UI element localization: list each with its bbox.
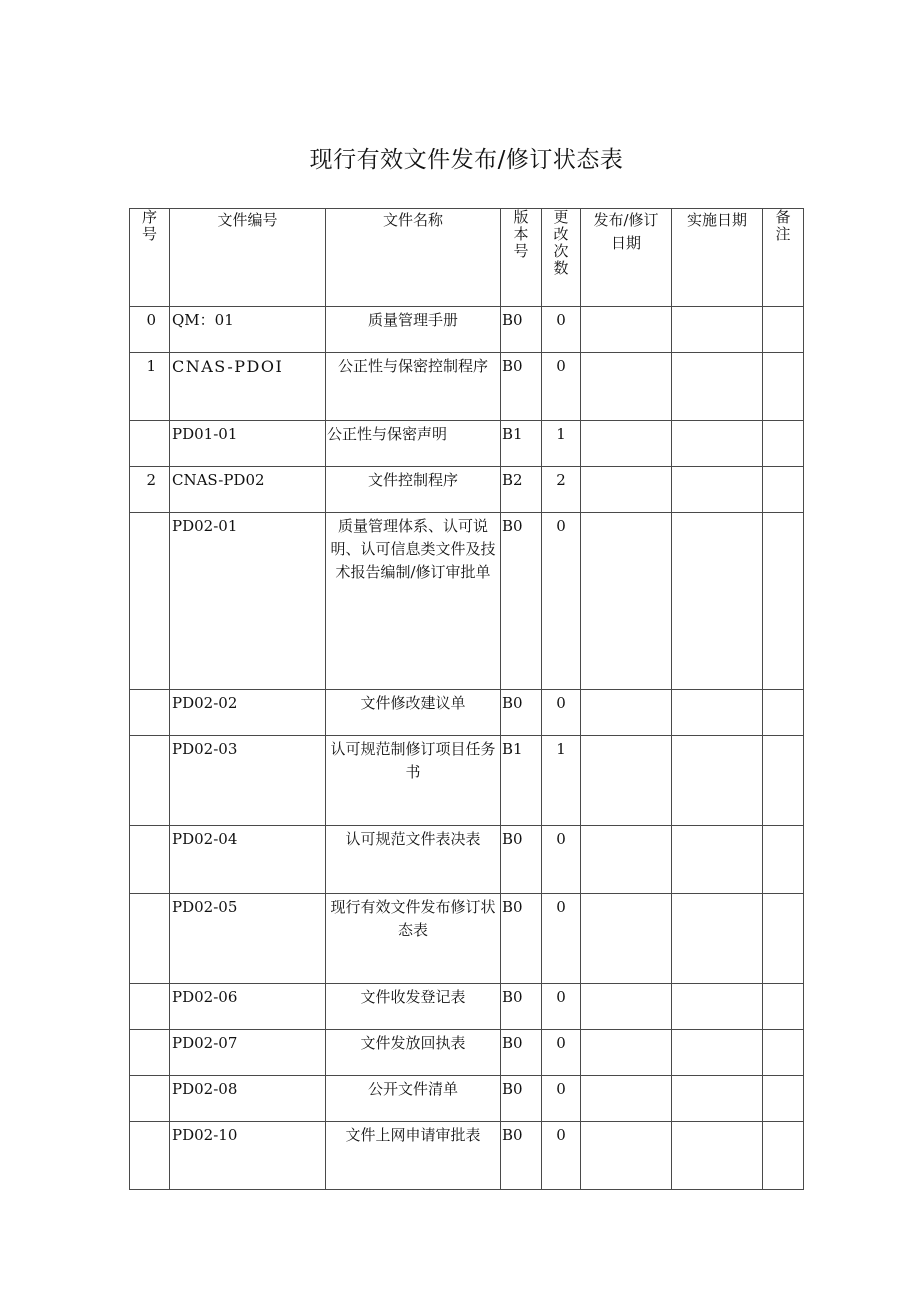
cell-remarks [763,1076,804,1122]
cell-effective-date [672,1030,763,1076]
cell-seq [130,826,170,894]
cell-effective-date [672,467,763,513]
cell-doc-no: PD02-03 [170,736,326,826]
table-row [130,690,804,736]
table-row [130,826,804,894]
cell-remarks [763,513,804,690]
cell-version: B1 [501,421,542,467]
cell-changes: 0 [542,1122,581,1190]
cell-changes: 0 [542,307,581,353]
cell-effective-date [672,690,763,736]
cell-doc-no: PD02-06 [170,984,326,1030]
cell-doc-name: 公开文件清单 [326,1076,501,1122]
cell-issue-date [581,826,672,894]
cell-issue-date [581,1076,672,1122]
cell-changes: 0 [542,690,581,736]
cell-remarks [763,467,804,513]
cell-effective-date [672,736,763,826]
cell-remarks [763,353,804,421]
cell-issue-date [581,513,672,690]
table-row [130,1030,804,1076]
cell-doc-no: PD02-08 [170,1076,326,1122]
cell-remarks [763,1122,804,1190]
cell-issue-date [581,690,672,736]
cell-issue-date [581,894,672,984]
cell-doc-no: PD02-02 [170,690,326,736]
cell-seq [130,736,170,826]
cell-changes: 1 [542,736,581,826]
table-row [130,467,804,513]
cell-version: B1 [501,736,542,826]
table-row [130,894,804,984]
header-issue-revise-date: 发布/修订日期 [581,209,672,307]
cell-remarks [763,984,804,1030]
cell-remarks [763,736,804,826]
cell-issue-date [581,984,672,1030]
table-row [130,353,804,421]
cell-doc-no: PD01-01 [170,421,326,467]
cell-doc-no: PD02-01 [170,513,326,690]
cell-doc-no: CNAS-PD02 [170,467,326,513]
cell-issue-date [581,1030,672,1076]
header-version: 版本号 [501,209,542,307]
cell-doc-name: 文件上网申请审批表 [326,1122,501,1190]
cell-version: B0 [501,826,542,894]
cell-remarks [763,421,804,467]
cell-remarks [763,894,804,984]
cell-effective-date [672,984,763,1030]
cell-effective-date [672,1076,763,1122]
cell-effective-date [672,513,763,690]
cell-remarks [763,690,804,736]
header-effective-date: 实施日期 [672,209,763,307]
cell-seq: 0 [130,307,170,353]
cell-version: B0 [501,894,542,984]
cell-effective-date [672,353,763,421]
header-change-count: 更改次数 [542,209,581,307]
cell-doc-no: CNAS-PDOI [170,353,326,421]
cell-issue-date [581,736,672,826]
cell-changes: 0 [542,353,581,421]
table-row [130,1122,804,1190]
cell-version: B0 [501,307,542,353]
cell-remarks [763,826,804,894]
cell-version: B0 [501,1076,542,1122]
cell-doc-name: 认可规范制修订项目任务书 [326,736,501,826]
cell-remarks [763,1030,804,1076]
header-doc-no: 文件编号 [170,209,326,307]
cell-changes: 0 [542,1030,581,1076]
cell-doc-no: PD02-10 [170,1122,326,1190]
cell-changes: 0 [542,1076,581,1122]
cell-seq [130,1076,170,1122]
header-remarks: 备注 [763,209,804,307]
cell-seq [130,984,170,1030]
table-row [130,984,804,1030]
table-row [130,307,804,353]
cell-doc-name: 公正性与保密控制程序 [326,353,501,421]
cell-seq [130,421,170,467]
cell-doc-name: 文件收发登记表 [326,984,501,1030]
cell-version: B0 [501,984,542,1030]
cell-doc-name: 文件修改建议单 [326,690,501,736]
table-row [130,421,804,467]
cell-seq [130,690,170,736]
cell-seq [130,1122,170,1190]
cell-doc-no: PD02-05 [170,894,326,984]
cell-effective-date [672,826,763,894]
header-doc-name: 文件名称 [326,209,501,307]
table-row [130,1076,804,1122]
cell-changes: 0 [542,894,581,984]
cell-version: B0 [501,513,542,690]
cell-doc-name: 质量管理手册 [326,307,501,353]
cell-seq [130,1030,170,1076]
cell-remarks [763,307,804,353]
cell-changes: 2 [542,467,581,513]
cell-doc-name: 现行有效文件发布修订状态表 [326,894,501,984]
cell-doc-name: 文件控制程序 [326,467,501,513]
cell-effective-date [672,1122,763,1190]
table-header-row [130,209,804,307]
cell-issue-date [581,307,672,353]
cell-version: B0 [501,1030,542,1076]
cell-doc-name: 认可规范文件表决表 [326,826,501,894]
cell-issue-date [581,1122,672,1190]
document-status-table [129,208,804,1190]
cell-effective-date [672,307,763,353]
cell-changes: 1 [542,421,581,467]
cell-changes: 0 [542,513,581,690]
cell-doc-no: PD02-07 [170,1030,326,1076]
cell-seq: 1 [130,353,170,421]
cell-changes: 0 [542,984,581,1030]
cell-seq: 2 [130,467,170,513]
cell-effective-date [672,421,763,467]
cell-changes: 0 [542,826,581,894]
cell-doc-no: QM：01 [170,307,326,353]
cell-issue-date [581,353,672,421]
cell-effective-date [672,894,763,984]
cell-version: B0 [501,1122,542,1190]
page-title: 现行有效文件发布/修订状态表 [309,147,624,173]
cell-doc-name: 公正性与保密声明 [326,421,501,467]
cell-doc-name: 文件发放回执表 [326,1030,501,1076]
cell-version: B2 [501,467,542,513]
cell-issue-date [581,467,672,513]
cell-seq [130,894,170,984]
cell-seq [130,513,170,690]
cell-version: B0 [501,353,542,421]
cell-issue-date [581,421,672,467]
header-seq: 序号 [130,209,170,307]
cell-doc-no: PD02-04 [170,826,326,894]
cell-doc-name: 质量管理体系、认可说明、认可信息类文件及技术报告编制/修订审批单 [326,513,501,690]
cell-version: B0 [501,690,542,736]
table-row [130,513,804,690]
table-row [130,736,804,826]
